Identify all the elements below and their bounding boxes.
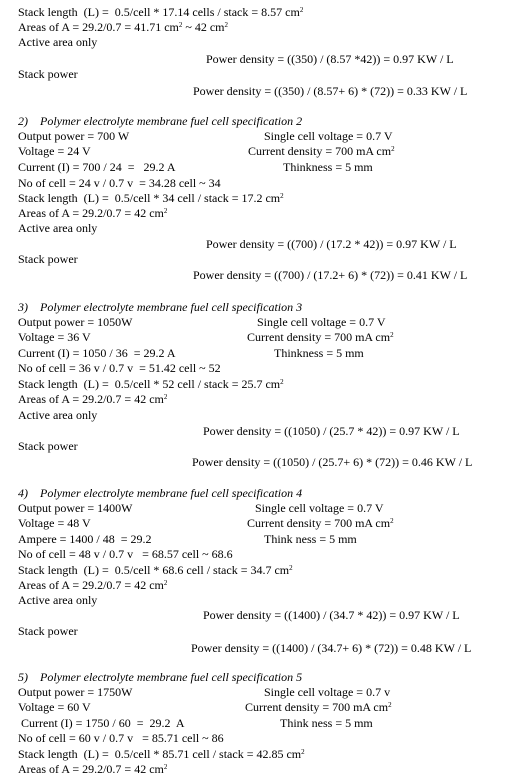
spec2-current-density (248, 144, 395, 158)
spec2-current: Current (I) = 700 / 24 = 29.2 A (18, 160, 176, 174)
superscript: 2 (224, 21, 229, 29)
spec2-single-cell-voltage: Single cell voltage = 0.7 V (264, 129, 393, 143)
spec4-output-power: Output power = 1400W (18, 501, 133, 515)
spec5-no-of-cell: No of cell = 60 v / 0.7 v = 85.71 cell ~ 86 (18, 731, 224, 745)
superscript: 2 (289, 564, 293, 572)
spec5-voltage: Voltage = 60 V (18, 700, 91, 714)
spec1-area-tail: ~ 42 cm (182, 20, 225, 34)
spec3-area (18, 392, 167, 406)
spec1-stack-length (18, 5, 303, 19)
spec3-heading: 3) Polymer electrolyte membrane fuel cell specification 3 (18, 300, 303, 314)
spec3-current-density-text: Current density = 700 mA cm (247, 330, 391, 344)
spec4-stack-length (18, 563, 293, 577)
spec2-power-density-stack: Power density = ((700) / (17.2+ 6) * (72)) = 0.41 KW / L (193, 268, 468, 282)
superscript: 2 (391, 145, 395, 153)
spec5-stack-length (18, 747, 305, 761)
spec4-active-area: Active area only (18, 593, 98, 607)
superscript: 2 (163, 579, 168, 587)
spec4-voltage: Voltage = 48 V (18, 516, 91, 530)
spec5-area (18, 762, 167, 776)
superscript: 2 (163, 393, 168, 401)
spec3-current: Current (I) = 1050 / 36 = 29.2 A (18, 346, 176, 360)
spec2-no-of-cell: No of cell = 24 v / 0.7 v = 34.28 cell ~ 34 (18, 176, 221, 190)
spec4-heading: 4) Polymer electrolyte membrane fuel cell specification 4 (18, 486, 303, 500)
spec5-current: Current (I) = 1750 / 60 = 29.2 A (18, 716, 185, 730)
spec1-area (18, 20, 228, 34)
spec2-stack-power: Stack power (18, 252, 78, 266)
superscript: 2 (280, 378, 284, 386)
spec3-current-density (247, 330, 394, 344)
spec2-thickness: Thinkness = 5 mm (283, 160, 373, 174)
spec4-current-density (247, 516, 394, 530)
superscript: 2 (388, 701, 392, 709)
spec3-power-density-active: Power density = ((1050) / (25.7 * 42)) = 0.97 KW / L (203, 424, 460, 438)
spec2-voltage: Voltage = 24 V (18, 144, 91, 158)
superscript: 2 (163, 763, 168, 771)
spec5-current-density (245, 700, 392, 714)
superscript: 2 (390, 517, 394, 525)
spec5-area-text: Areas of A = 29.2/0.7 = 42 cm (18, 762, 164, 776)
spec1-active-area: Active area only (18, 35, 98, 49)
superscript: 2 (163, 207, 168, 215)
spec3-thickness: Thinkness = 5 mm (274, 346, 364, 360)
spec1-stack-length-text: Stack length (L) = 0.5/cell * 17.14 cells / stack = 8.57 cm (18, 5, 300, 19)
spec2-stack-length (18, 191, 284, 205)
superscript: 2 (280, 192, 284, 200)
spec5-current-density-text: Current density = 700 mA cm (245, 700, 389, 714)
spec3-output-power: Output power = 1050W (18, 315, 133, 329)
spec2-area (18, 206, 167, 220)
spec4-current-density-text: Current density = 700 mA cm (247, 516, 391, 530)
spec3-stack-power: Stack power (18, 439, 78, 453)
spec5-thickness: Think ness = 5 mm (280, 716, 373, 730)
spec5-heading: 5) Polymer electrolyte membrane fuel cell specification 5 (18, 670, 303, 684)
superscript: 2 (178, 21, 183, 29)
spec2-current-density-text: Current density = 700 mA cm (248, 144, 392, 158)
spec3-active-area: Active area only (18, 408, 98, 422)
spec3-single-cell-voltage: Single cell voltage = 0.7 V (257, 315, 386, 329)
spec2-heading: 2) Polymer electrolyte membrane fuel cell specification 2 (18, 114, 303, 128)
spec3-stack-length (18, 377, 284, 391)
spec4-thickness: Think ness = 5 mm (264, 532, 357, 546)
spec4-stack-power: Stack power (18, 624, 78, 638)
spec1-power-density-stack: Power density = ((350) / (8.57+ 6) * (72)) = 0.33 KW / L (193, 84, 468, 98)
spec3-no-of-cell: No of cell = 36 v / 0.7 v = 51.42 cell ~ 52 (18, 361, 221, 375)
spec4-no-of-cell: No of cell = 48 v / 0.7 v = 68.57 cell ~ 68.6 (18, 547, 233, 561)
superscript: 2 (299, 6, 304, 14)
spec2-output-power: Output power = 700 W (18, 129, 130, 143)
spec3-stack-length-text: Stack length (L) = 0.5/cell * 52 cell / stack = 25.7 cm (18, 377, 281, 391)
spec4-single-cell-voltage: Single cell voltage = 0.7 V (255, 501, 384, 515)
spec4-area (18, 578, 167, 592)
superscript: 2 (390, 331, 394, 339)
spec1-power-density-active: Power density = ((350) / (8.57 *42)) = 0.97 KW / L (206, 52, 454, 66)
spec3-voltage: Voltage = 36 V (18, 330, 91, 344)
spec3-area-text: Areas of A = 29.2/0.7 = 42 cm (18, 392, 164, 406)
spec4-area-text: Areas of A = 29.2/0.7 = 42 cm (18, 578, 164, 592)
spec1-stack-power: Stack power (18, 67, 78, 81)
spec4-power-density-stack: Power density = ((1400) / (34.7+ 6) * (72)) = 0.48 KW / L (191, 641, 472, 655)
spec2-active-area: Active area only (18, 221, 98, 235)
spec1-area-text: Areas of A = 29.2/0.7 = 41.71 cm (18, 20, 179, 34)
spec2-power-density-active: Power density = ((700) / (17.2 * 42)) = 0.97 KW / L (206, 237, 457, 251)
spec4-ampere: Ampere = 1400 / 48 = 29.2 (18, 532, 152, 546)
spec2-area-text: Areas of A = 29.2/0.7 = 42 cm (18, 206, 164, 220)
spec4-power-density-active: Power density = ((1400) / (34.7 * 42)) = 0.97 KW / L (203, 608, 460, 622)
spec5-stack-length-text: Stack length (L) = 0.5/cell * 85.71 cell / stack = 42.85 cm (18, 747, 302, 761)
spec4-stack-length-text: Stack length (L) = 0.5/cell * 68.6 cell / stack = 34.7 cm (18, 563, 290, 577)
superscript: 2 (301, 748, 305, 756)
spec2-stack-length-text: Stack length (L) = 0.5/cell * 34 cell / stack = 17.2 cm (18, 191, 281, 205)
spec3-power-density-stack: Power density = ((1050) / (25.7+ 6) * (72)) = 0.46 KW / L (192, 455, 473, 469)
spec5-single-cell-voltage: Single cell voltage = 0.7 v (264, 685, 391, 699)
spec5-output-power: Output power = 1750W (18, 685, 133, 699)
